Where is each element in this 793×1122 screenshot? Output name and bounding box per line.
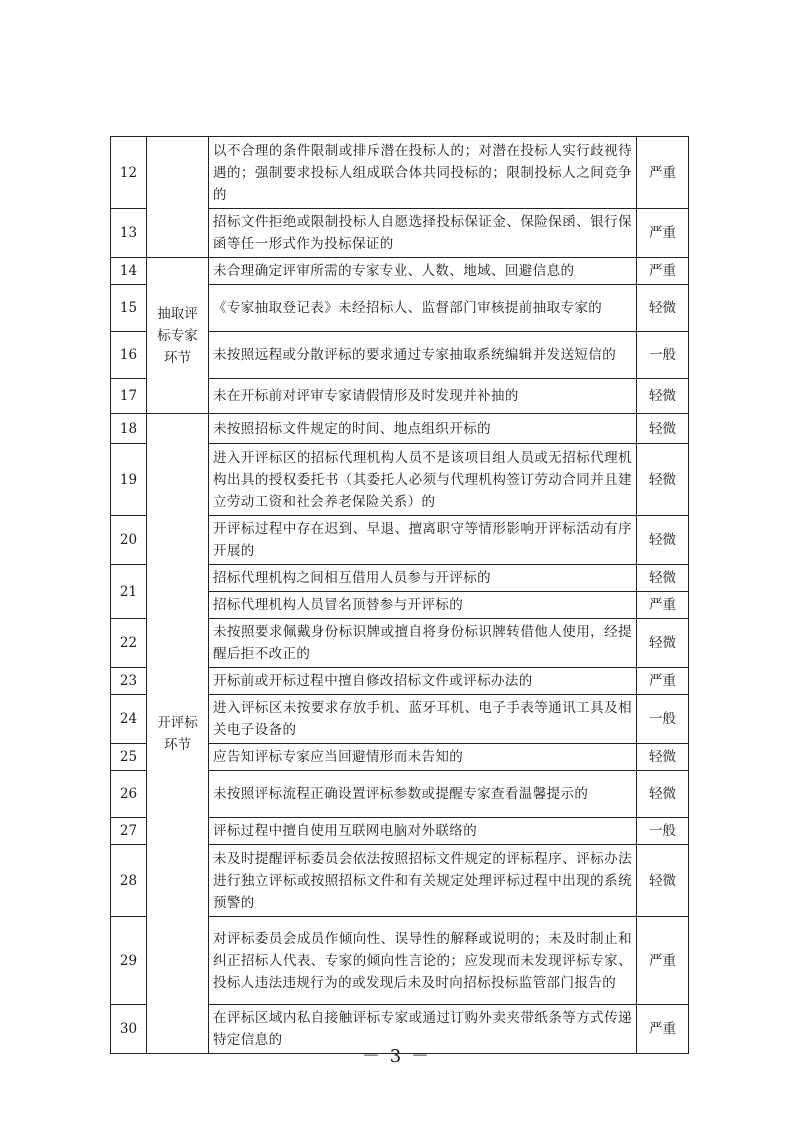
row-number: 22 — [111, 619, 147, 668]
row-description: 对评标委员会成员作倾向性、误导性的解释或说明的；未及时制止和纠正招标人代表、专家的倾向性言论的；应发现而未发现评标专家、投标人违法违规行为的或发现后未及时向招标投标监管部门报告的 — [209, 917, 637, 1005]
section-label: 开评标环节 — [147, 414, 209, 1054]
row-number: 23 — [111, 668, 147, 695]
row-number: 19 — [111, 444, 147, 516]
row-description: 进入评标区未按要求存放手机、蓝牙耳机、电子手表等通讯工具及相关电子设备的 — [209, 695, 637, 744]
severity-level: 轻微 — [637, 379, 689, 414]
row-number: 15 — [111, 285, 147, 332]
severity-level: 轻微 — [637, 444, 689, 516]
row-description: 未按照评标流程正确设置评标参数或提醒专家查看温馨提示的 — [209, 771, 637, 818]
row-number: 13 — [111, 209, 147, 258]
severity-level: 一般 — [637, 818, 689, 845]
severity-level: 严重 — [637, 258, 689, 285]
severity-level: 严重 — [637, 137, 689, 209]
severity-level: 严重 — [637, 592, 689, 619]
row-description: 未按照招标文件规定的时间、地点组织开标的 — [209, 414, 637, 444]
severity-level: 轻微 — [637, 744, 689, 771]
row-number: 14 — [111, 258, 147, 285]
row-number: 16 — [111, 332, 147, 379]
row-description: 评标过程中擅自使用互联网电脑对外联络的 — [209, 818, 637, 845]
row-number: 29 — [111, 917, 147, 1005]
severity-level: 轻微 — [637, 414, 689, 444]
row-number: 24 — [111, 695, 147, 744]
row-description: 在评标区域内私自接触评标专家或通过订购外卖夹带纸条等方式传递特定信息的 — [209, 1005, 637, 1054]
row-description: 招标代理机构人员冒名顶替参与开评标的 — [209, 592, 637, 619]
row-number: 26 — [111, 771, 147, 818]
row-description: 招标代理机构之间相互借用人员参与开评标的 — [209, 565, 637, 592]
section-cell-empty — [147, 137, 209, 258]
row-number: 21 — [111, 565, 147, 619]
row-description: 招标文件拒绝或限制投标人自愿选择投标保证金、保险保函、银行保函等任一形式作为投标保证的 — [209, 209, 637, 258]
table-row — [111, 137, 689, 209]
row-number: 17 — [111, 379, 147, 414]
severity-level: 轻微 — [637, 845, 689, 917]
severity-level: 轻微 — [637, 516, 689, 565]
row-description: 未按照远程或分散评标的要求通过专家抽取系统编辑并发送短信的 — [209, 332, 637, 379]
row-number: 18 — [111, 414, 147, 444]
row-description: 进入开评标区的招标代理机构人员不是该项目组人员或无招标代理机构出具的授权委托书（其委托人必须与代理机构签订劳动合同并且建立劳动工资和社会养老保险关系）的 — [209, 444, 637, 516]
row-number: 25 — [111, 744, 147, 771]
row-description: 应告知评标专家应当回避情形而未告知的 — [209, 744, 637, 771]
severity-level: 严重 — [637, 1005, 689, 1054]
severity-level: 严重 — [637, 668, 689, 695]
violations-table — [110, 136, 689, 1054]
row-number: 28 — [111, 845, 147, 917]
row-description: 未按照要求佩戴身份标识牌或擅自将身份标识牌转借他人使用，经提醒后拒不改正的 — [209, 619, 637, 668]
section-label: 抽取评标专家环节 — [147, 258, 209, 414]
row-number: 20 — [111, 516, 147, 565]
row-description: 开评标过程中存在迟到、早退、擅离职守等情形影响开评标活动有序开展的 — [209, 516, 637, 565]
severity-level: 轻微 — [637, 285, 689, 332]
severity-level: 轻微 — [637, 771, 689, 818]
row-description: 未合理确定评审所需的专家专业、人数、地域、回避信息的 — [209, 258, 637, 285]
row-description: 开标前或开标过程中擅自修改招标文件或评标办法的 — [209, 668, 637, 695]
row-description: 未在开标前对评审专家请假情形及时发现并补抽的 — [209, 379, 637, 414]
severity-level: 一般 — [637, 695, 689, 744]
severity-level: 轻微 — [637, 565, 689, 592]
row-number: 30 — [111, 1005, 147, 1054]
severity-level: 轻微 — [637, 619, 689, 668]
severity-level: 严重 — [637, 209, 689, 258]
row-number: 27 — [111, 818, 147, 845]
table-row — [111, 258, 689, 285]
severity-level: 严重 — [637, 917, 689, 1005]
page-number: － 3 － — [362, 1046, 431, 1067]
row-number: 12 — [111, 137, 147, 209]
severity-level: 一般 — [637, 332, 689, 379]
row-description: 未及时提醒评标委员会依法按照招标文件规定的评标程序、评标办法进行独立评标或按照招标文件和有关规定处理评标过程中出现的系统预警的 — [209, 845, 637, 917]
row-description: 以不合理的条件限制或排斥潜在投标人的；对潜在投标人实行歧视待遇的；强制要求投标人组成联合体共同投标的；限制投标人之间竞争的 — [209, 137, 637, 209]
table-row — [111, 414, 689, 444]
row-description: 《专家抽取登记表》未经招标人、监督部门审核提前抽取专家的 — [209, 285, 637, 332]
